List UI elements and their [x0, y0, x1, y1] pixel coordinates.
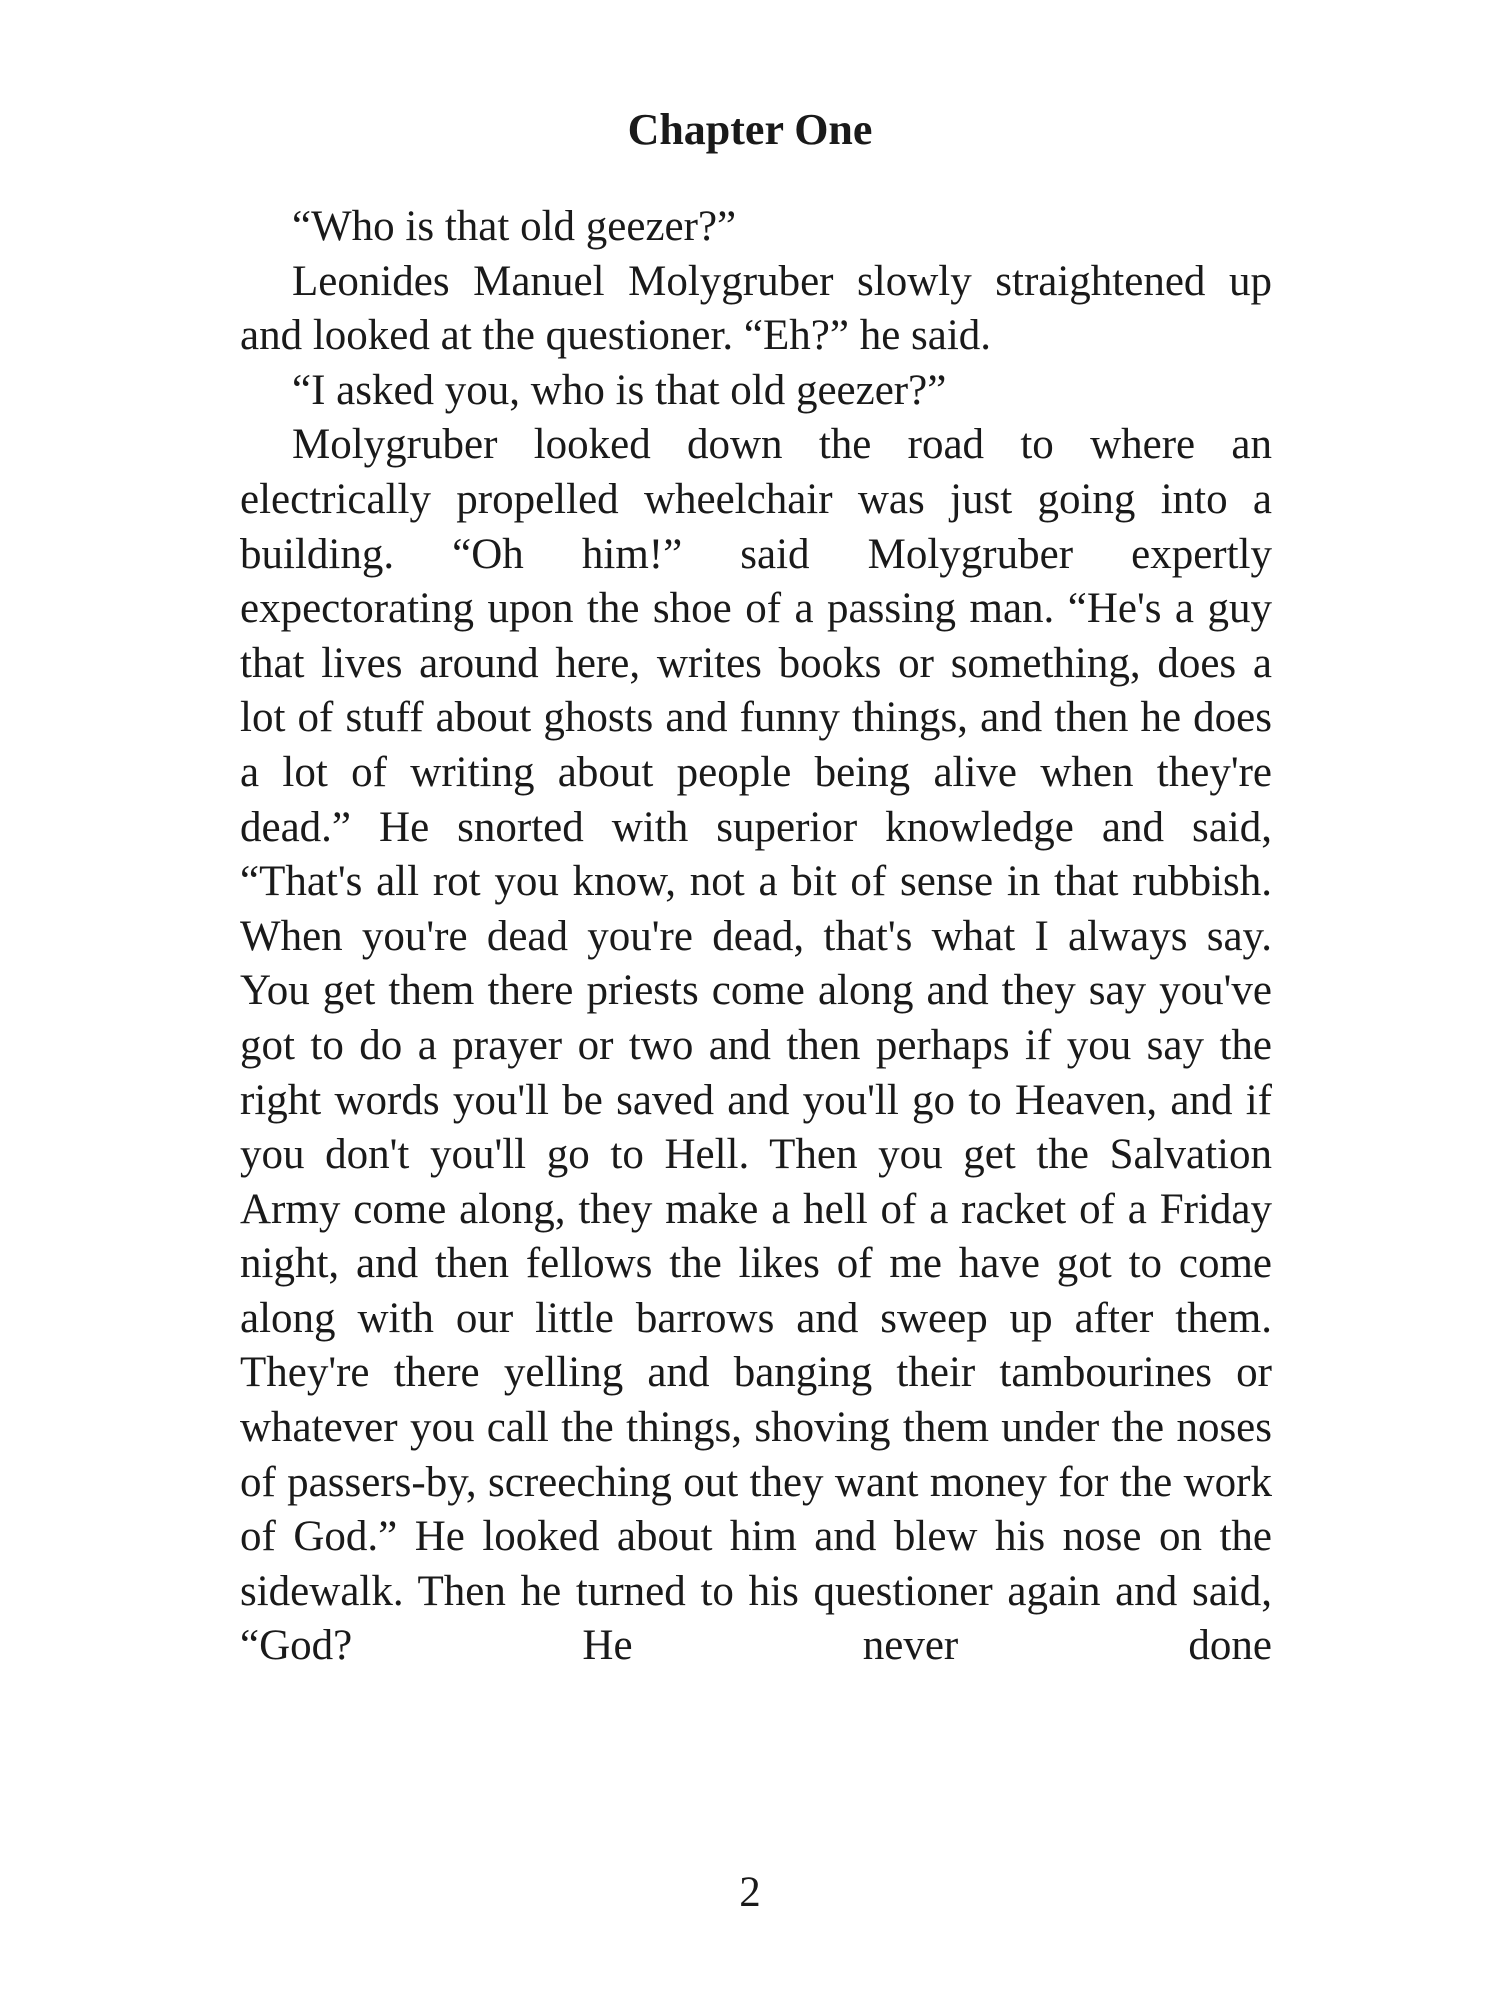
paragraph: Molygruber looked down the road to where an electrically propelled wheelchair was just going into a building. “Oh him!” said Molygruber expertly expectorating upon the shoe of a passing man. “He's a guy that lives around here, writes books or something, does a lot of stuff about ghosts and funny things, and then he does a lot of writing about people being alive when they're dead.” He snorted with superior knowledge and said, “That's all rot you know, not a bit of sense in that rubbish. When you're dead you're dead, that's what I always say. You get them there priests come along and they say you've got to do a prayer or two and then perhaps if you say the right words you'll be saved and you'll go to Heaven, and if you don't you'll go to Hell. Then you get the Salvation Army come along, they make a hell of a racket of a Friday night, and then fellows the likes of me have got to come along with our little barrows and sweep up after them. They're there yelling and banging their tambourines or whatever you call the things, shoving them under the noses of passers-by, screeching out they want money for the work of God.” He looked about him and blew his nose on the sidewalk. Then he turned to his questioner again and said, “God? He never done	[240, 421, 1272, 1670]
page-number: 2	[739, 1869, 761, 1916]
paragraph: “I asked you, who is that old geezer?”	[292, 366, 947, 414]
chapter-title: Chapter One	[627, 105, 873, 154]
paragraph: “Who is that old geezer?”	[292, 203, 737, 250]
paragraph: Leonides Manuel Molygruber slowly straightened up and looked at the questioner. “Eh?” he said.	[240, 257, 1272, 360]
body-text	[240, 200, 1272, 1800]
